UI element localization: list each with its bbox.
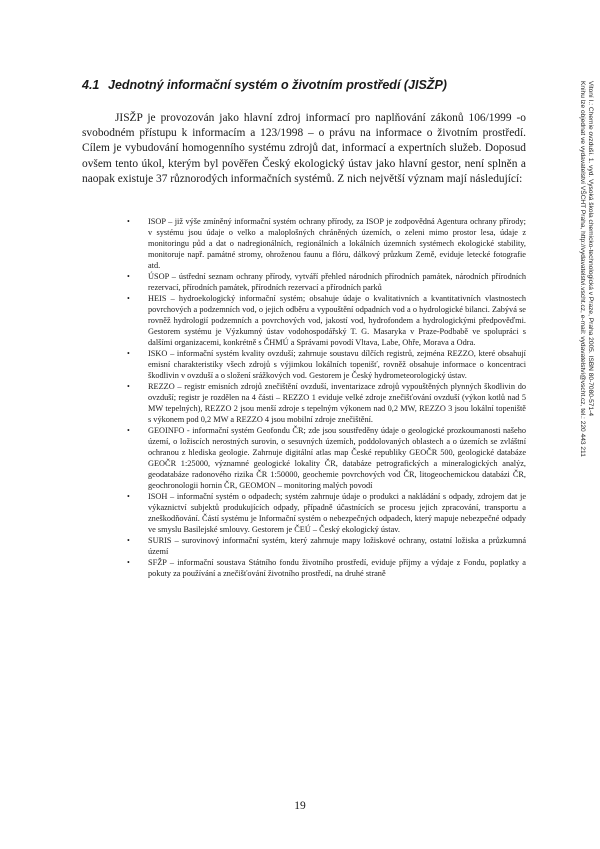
section-number: 4.1 bbox=[82, 78, 100, 92]
bullet-icon: • bbox=[127, 272, 130, 281]
page-number: 19 bbox=[294, 800, 306, 812]
section-heading bbox=[82, 78, 502, 92]
intro-paragraph: JISŽP je provozován jako hlavní zdroj informací pro naplňování zákonů 106/1999 -o svobodném přístupu k informacím a 123/1998 – o právu na informace o životním prostředí. Cílem je vybudování homogenního systému zdrojů dat, informací a expertních služeb. Doposud ovšem tento úkol, kterým byl pověřen Český ekologický ústav jako hlavní gestor, není splněn a naopak existuje 37 různorodých informačních systémů. Z nich největší význam mají následující: bbox=[82, 112, 526, 185]
bullet-icon: • bbox=[127, 294, 130, 303]
bullet-icon: • bbox=[127, 492, 130, 501]
list-item bbox=[127, 271, 526, 293]
side-note bbox=[578, 81, 594, 457]
list-item-text: ISOH – informační systém o odpadech; systém zahrnuje údaje o produkci a nakládání s odpady, zdrojem dat je výkaznictví subjektů produkujících odpady, případně účastnících se procesu jejich zpracování, transportu a zneškodňování. Částí systému je Informační systém o nebezpečných odpadech, který mapuje nebezpečné odpady ve smyslu Basilejské smlouvy. Gestorem je ČEÚ – Český ekologický ústav. bbox=[148, 492, 526, 534]
list-item-text: ÚSOP – ústřední seznam ochrany přírody, vytváří přehled národních přírodních památek, národních přírodních rezervací, přírodních památek, přírodních rezervací a přírodních parků bbox=[148, 272, 526, 292]
list-item bbox=[127, 491, 526, 535]
list-item-text: REZZO – registr emisních zdrojů znečištění ovzduší, inventarizace zdrojů vypouštěných plynných škodlivin do ovzduší; registr je rozdělen na 4 části – REZZO 1 eviduje velké zdroje znečišťování ovzduší (výkon kotlů nad 5 MW tepelných), REZZO 2 jsou menší zdroje s tepelným výkonem nad 0,2 MW, REZZO 3 jsou lokální topeniště s výkonem pod 0,2 MW a REZZO 4 jsou mobilní zdroje znečištění. bbox=[148, 382, 526, 424]
list-item-text: ISOP – již výše zmíněný informační systém ochrany přírody, za ISOP je zodpovědná Agentura ochrany přírody; v systému jsou údaje o velko a maloplošných chráněných územích, o zeleni mimo prostor lesa, údaje z monitoringu půd a dat o nadregionálních, regionálních a lokálních územních systémech ekologické stability, monitoruje např. památné stromy, ohroženou faunu a flóru, dálkový průzkum Země, eviduje letecké fotografie atd. bbox=[148, 217, 526, 270]
bullet-icon: • bbox=[127, 426, 130, 435]
bullet-icon: • bbox=[127, 349, 130, 358]
list-item-text: GEOINFO - informační systém Geofondu ČR; zde jsou soustředěny údaje o geologické prozkoumanosti našeho území, o ložiscích nerostných surovin, o sesuvných územích, poddolovaných oblastech a o územích se zvláštní ochranou z hlediska geologie. Zahrnuje digitální atlas map České republiky GEOČR 500, geologické databáze GEOČR 1:25000, významné geologické lokality ČR, databáze petrografických a mineralogických analýz, geodatabáze radonového rizika ČR 1:50000, geochemie povrchových vod ČR, litogeochemickou databázi ČR, geochronologii hornin ČR, GEOMON – monitoring malých povodí bbox=[148, 426, 526, 490]
list-item bbox=[127, 535, 526, 557]
bullet-icon: • bbox=[127, 536, 130, 545]
bullet-icon: • bbox=[127, 558, 130, 567]
list-item-text: ISKO – informační systém kvality ovzduší; zahrnuje soustavu dílčích registrů, zejména REZZO, které obsahují emisní charakteristiky všech zdrojů s výjimkou lokálních topenišť, rovněž obsahuje informace o koncentraci škodlivin v ovzduší a o složení srážkových vod. Gestorem je Český hydrometeorologický ústav. bbox=[148, 349, 526, 380]
list-item-text: HEIS – hydroekologický informační systém; obsahuje údaje o kvalitativních a kvantitativních vlastnostech povrchových a podzemních vod, o jejich odběru a vypouštění odpadních vod a o hydrologické bilanci. Zabývá se rovněž hydrologií podzemních a povrchových vod, jakostí vod, hydrofondem a hydrologickými předpověďmi. Gestorem systému je Výzkumný ústav vodohospodářský T. G. Masaryka v Praze-Podbabě ve spolupráci s dalšími organizacemi, konkrétně s ČHMÚ a Správami povodí Vltava, Labe, Ohře, Morava a Odra. bbox=[148, 294, 526, 347]
list-item bbox=[127, 348, 526, 381]
list-item bbox=[127, 216, 526, 271]
list-item bbox=[127, 557, 526, 579]
list-item-text: SURIS – surovinový informační systém, který zahrnuje mapy ložiskové ochrany, ostatní ložiska a průzkumná území bbox=[148, 536, 526, 556]
list-item bbox=[127, 425, 526, 491]
section-title: Jednotný informační systém o životním prostředí (JISŽP) bbox=[108, 78, 447, 92]
list-item bbox=[127, 381, 526, 425]
list-item bbox=[127, 293, 526, 348]
side-note-ordering-info: Knihu lze objednat ve vydavatelství VŠCHT Praha, http://vydavatelstvi.vscht.cz, e-mail: vydavatelstvi@vscht.cz, tel.: 220 443 211 bbox=[578, 81, 586, 457]
list-item-text: SFŽP – informační soustava Státního fondu životního prostředí, eviduje příjmy a výdaje z Fondu, poplatky a pokuty za používání a znečišťování životního prostředí, na druhé straně bbox=[148, 558, 526, 578]
bullet-icon: • bbox=[127, 382, 130, 391]
bullet-icon: • bbox=[127, 217, 130, 226]
information-systems-list bbox=[127, 216, 526, 579]
side-note-citation: Vitoní I.: Chemie ovzduší. 1. vyd. Vysoká škola chemicko-technologická v Praze, Praha 2005. ISBN 80-7080-571-4 bbox=[587, 81, 594, 416]
